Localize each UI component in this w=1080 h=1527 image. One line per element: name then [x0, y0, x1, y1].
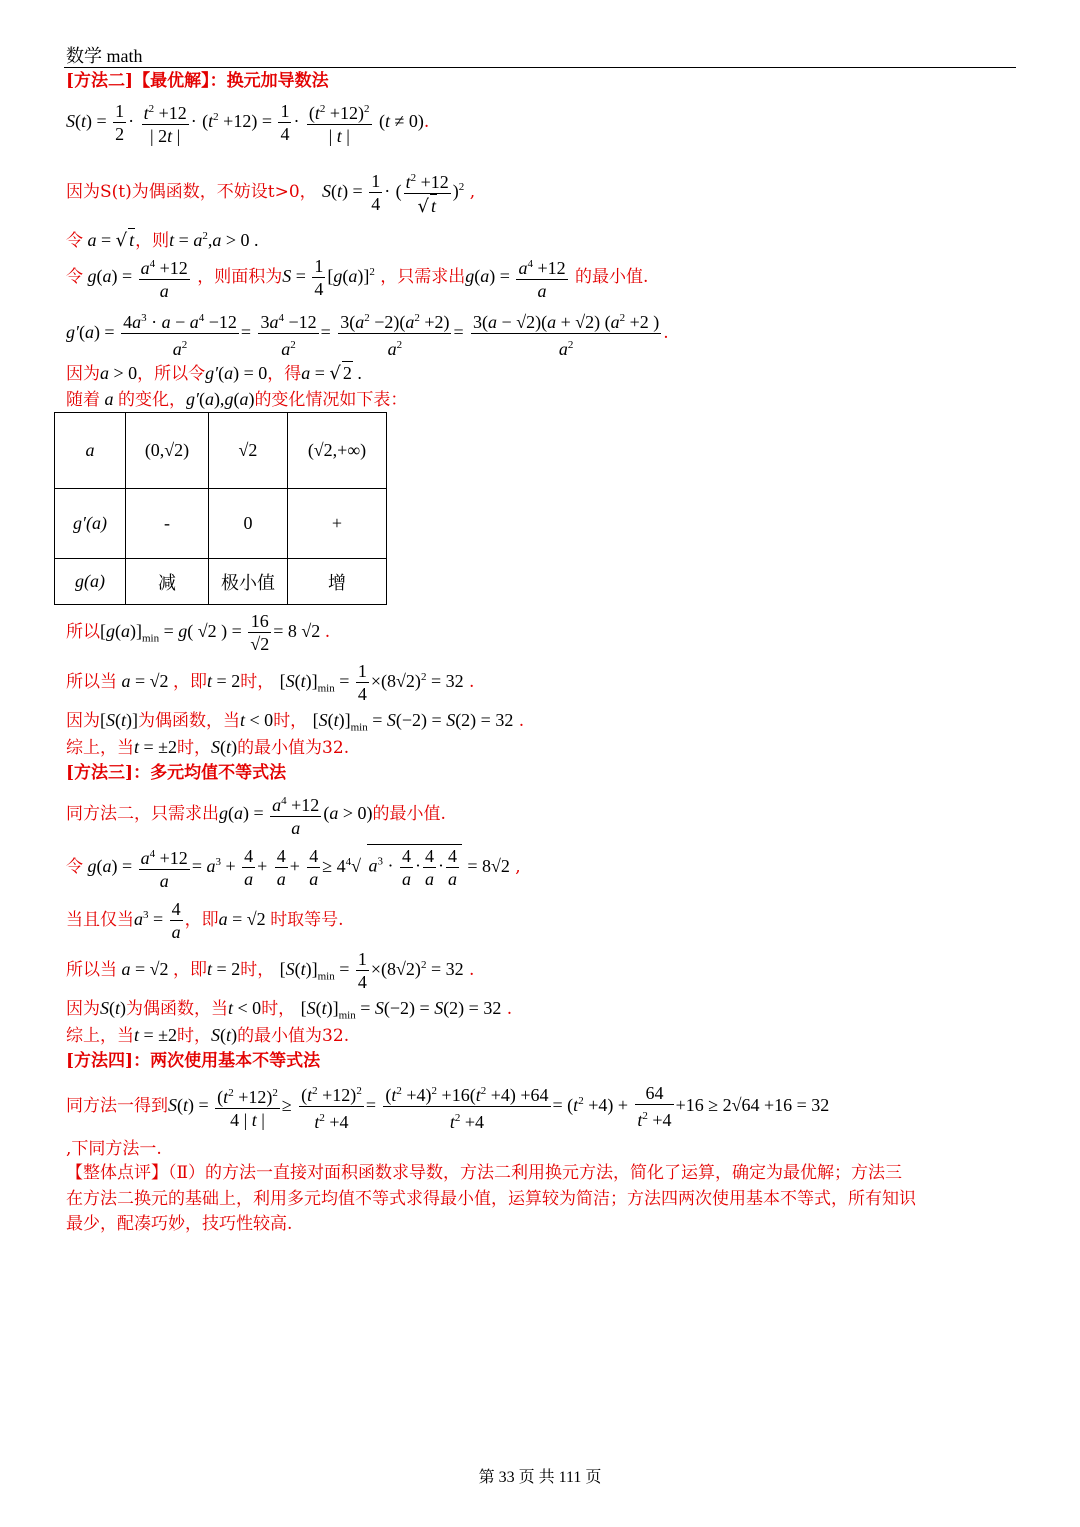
- table-row: [55, 413, 387, 489]
- table-header-cell: a: [55, 413, 126, 489]
- method2-heading: [方法二]【最优解】：换元加导数法: [66, 71, 329, 91]
- table-row-label: g′(a): [55, 489, 126, 559]
- review-line-1: 【整体点评】（Ⅱ）的方法一直接对面积函数求导数，方法二利用换元方法，简化了运算，确定为最优解；方法三: [66, 1163, 903, 1183]
- method3-even-negative: 因为S(t)为偶函数，当t < 0时， $[S(t)]_{min} = S(-2) = S(2) = 32$ .: [66, 998, 513, 1022]
- table-cell: 极小值: [209, 559, 288, 605]
- method2-formula-st: S(t) = $\frac{1}{2}$ · $\frac{t^2 +12}{| 2t |}$ · $(t^2 +12)$ = $\frac{1}{4}$ · $\frac{(t^2 +12)^2}{| t |}$ (t ≠ 0).: [66, 98, 429, 147]
- table-header-cell: √2: [209, 413, 288, 489]
- review-line-3: 最少，配凑巧妙，技巧性较高.: [66, 1214, 293, 1234]
- table-cell: 增: [288, 559, 387, 605]
- method2-even-negative: 因为[S(t)]为偶函数，当t < 0时， $[S(t)]_{min} = S(-2) = S(2) = 32$ .: [66, 710, 525, 734]
- method2-conclusion: 综上，当t = ±2时，S(t)的最小值为32.: [66, 737, 350, 758]
- table-cell: +: [288, 489, 387, 559]
- method2-min-g: 所以$[g(a)]_{min} = g$( √2 ) = $\frac{16}{√2}$ = 8 √2 .: [66, 611, 331, 654]
- variation-table: [54, 412, 387, 605]
- page-number: 第 33 页 共 111 页: [478, 1469, 602, 1486]
- table-cell: 0: [209, 489, 288, 559]
- method4-inequality: 同方法一得到S(t) = $\frac{(t^2 +12)^2}{4 | t |}$ ≥ $\frac{(t^2 +12)^2}{t^2 +4}$ = $\frac{(t^2 +4)^2 +16(t^2 +4) +64}{t^2 +4}$ = $(t^2 +4)$ + $\frac{64}{t^2 +4}$ +16 ≥ 2√64 +16 = 32: [66, 1080, 829, 1133]
- method2-table-intro: 随着 a 的变化，g′(a),g(a)的变化情况如下表：: [66, 389, 408, 410]
- method4-heading: [方法四]：两次使用基本不等式法: [66, 1051, 321, 1071]
- review-line-2: 在方法二换元的基础上，利用多元均值不等式求得最小值，运算较为简洁；方法四两次使用基本不等式，所有知识: [66, 1189, 916, 1209]
- table-cell: 减: [126, 559, 209, 605]
- method2-derivative: g′(a) = $\frac{4a^3 \cdot a - a^4 -12}{a^2}$ = $\frac{3a^4 -12}{a^2}$ = $\frac{3(a^2 -2)(a^2 +2)}{a^2}$ = $\frac{3(a - √2)(a + √2) (a^2 +2 )}{a^2}$ .: [66, 307, 669, 360]
- table-header-cell: (0,√2): [126, 413, 209, 489]
- table-row: [55, 489, 387, 559]
- page-header-title: 数学 math: [66, 46, 143, 66]
- method3-min-s: 所以当 a = √2 ，即t = 2时， $[S(t)]_{min}$ = $\frac{1}{4}$ $\times(8√2)^2 = 32$ .: [66, 949, 475, 992]
- method2-step-define-g: 令 g(a) = $\frac{a^4 +12}{a}$ ，则面积为S = $\frac{1}{4}$ $[g(a)]^2$ ，只需求出g(a) = $\frac{a^4 +12}{a}$ 的最小值.: [66, 253, 648, 302]
- header-divider: [64, 67, 1016, 68]
- method3-step-g: 同方法二，只需求出g(a) = $\frac{a^4 +12}{a}$ (a > 0)的最小值.: [66, 790, 446, 839]
- method2-critical-point: 因为a > 0，所以令g′(a) = 0，得a = √ 2 .: [66, 363, 362, 384]
- method2-step-substitute: 令 a = √ t，则$t = a^2,a > 0$ .: [66, 230, 259, 251]
- table-row-label: g(a): [55, 559, 126, 605]
- method4-note: ,下同方法一.: [66, 1139, 162, 1159]
- method3-am-gm: 令 g(a) = $\frac{a^4 +12}{a}$ = $a^3$ + $\frac{4}{a}$ + $\frac{4}{a}$ + $\frac{4}{a}$ ≥ $4^4√$ $a^3$ · $\frac{4}{a}$ · $\frac{4}{a}$ · $\frac{4}{a}$ = 8√2 ,: [66, 843, 521, 892]
- table-cell: -: [126, 489, 209, 559]
- method3-heading: [方法三]：多元均值不等式法: [66, 763, 287, 783]
- method2-step-even: 因为S(t)为偶函数，不妨设t>0， S(t) = $\frac{1}{4}$ · ( $\frac{t^2 +12}{√ t}$ )$^2$ ,: [66, 167, 475, 218]
- method3-conclusion: 综上，当t = ±2时，S(t)的最小值为32.: [66, 1025, 350, 1046]
- method3-equality: 当且仅当$a^3$ = $\frac{4}{a}$ ，即a = √2 时取等号.: [66, 899, 344, 942]
- table-row: [55, 559, 387, 605]
- table-header-cell: (√2,+∞): [288, 413, 387, 489]
- method2-min-s: 所以当 a = √2 ，即t = 2时， $[S(t)]_{min}$ = $\frac{1}{4}$ $\times(8√2)^2 = 32$ .: [66, 661, 475, 704]
